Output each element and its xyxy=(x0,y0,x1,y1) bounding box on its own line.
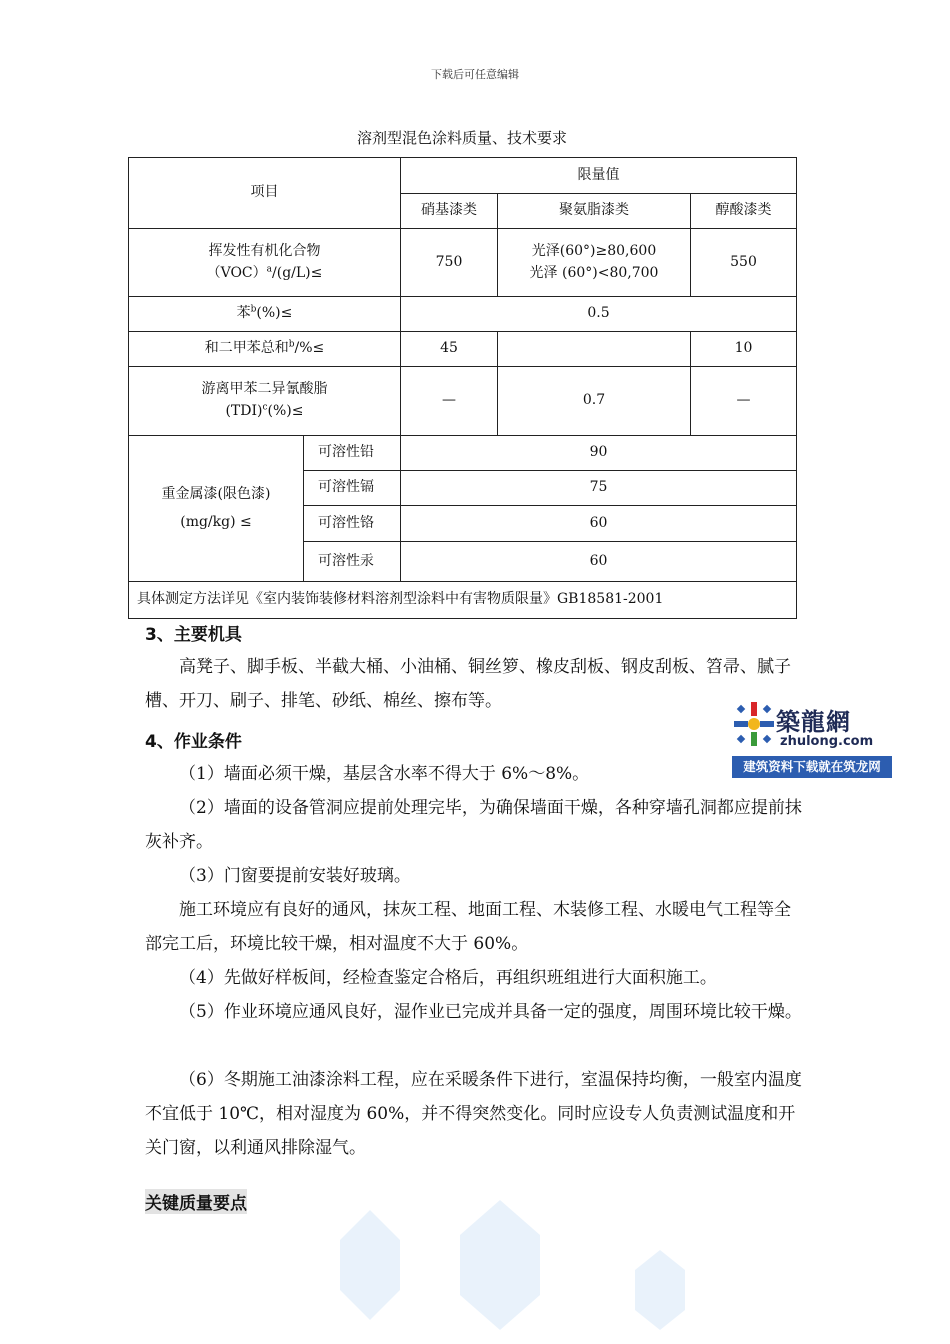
voc-polyurethane-value: 光泽(60°)≥80,600 光泽 (60°)<80,700 xyxy=(498,229,691,297)
benzene-value: 0.5 xyxy=(401,297,797,332)
header-alkyd: 醇酸漆类 xyxy=(691,194,797,229)
condition-environment: 施工环境应有良好的通风，抹灰工程、地面工程、木装修工程、水暖电气工程等全部完工后，环境比较干燥，相对温度不大于 60%。 xyxy=(145,900,791,954)
logo-slogan: 建筑资料下载就在筑龙网 xyxy=(732,756,892,778)
voc-alkyd-value: 550 xyxy=(691,229,797,297)
condition-4: （4）先做好样板间，经检查鉴定合格后，再组织班组进行大面积施工。 xyxy=(179,968,717,988)
xylene-label: 和二甲苯总和$^b$/%≤ xyxy=(129,332,401,367)
condition-1: （1）墙面必须干燥，基层含水率不得大于 6%～8%。 xyxy=(179,764,590,784)
voc-label xyxy=(129,229,401,297)
cadmium-label: 可溶性镉 xyxy=(304,471,401,506)
coating-spec-table xyxy=(128,157,797,619)
snowflake-icon xyxy=(732,700,776,750)
header-limit: 限量值 xyxy=(401,158,797,194)
condition-6: （6）冬期施工油漆涂料工程，应在采暖条件下进行，室温保持均衡，一般室内温度不宜低于 10℃，相对湿度为 60%，并不得突然变化。同时应设专人负责测试温度和开关门窗，以利通风排除湿气。 xyxy=(145,1070,802,1158)
section3-title: 3、主要机具 xyxy=(145,625,242,645)
zhulong-logo xyxy=(732,694,892,780)
snowflake-watermark-icon xyxy=(300,1200,720,1344)
logo-url: zhulong.com xyxy=(780,734,874,749)
mercury-value: 60 xyxy=(401,542,797,582)
section3-text: 高凳子、脚手板、半截大桶、小油桶、铜丝箩、橡皮刮板、钢皮刮板、笤帚、腻子槽、开刀、刷子、排笔、砂纸、棉丝、擦布等。 xyxy=(145,657,791,711)
heavy-metal-label: 重金属漆(限色漆) (mg/kg) ≤ xyxy=(129,436,304,582)
xylene-nitro-value: 45 xyxy=(401,332,498,367)
tdi-nitro-value: — xyxy=(401,367,498,436)
cadmium-value: 75 xyxy=(401,471,797,506)
xylene-polyurethane-value xyxy=(498,332,691,367)
table-note: 具体测定方法详见《室内装饰装修材料溶剂型涂料中有害物质限量》GB18581-2001 xyxy=(129,582,797,619)
tdi-label: 游离甲苯二异氰酸脂 (TDI)$^c$(%)≤ xyxy=(129,367,401,436)
table-title: 溶剂型混色涂料质量、技术要求 xyxy=(356,129,567,147)
voc-label-line1: 挥发性有机化合物 xyxy=(208,242,321,259)
xylene-alkyd-value: 10 xyxy=(691,332,797,367)
chromium-label: 可溶性铬 xyxy=(304,506,401,542)
header-item: 项目 xyxy=(129,158,401,229)
benzene-label: 苯$^b$(%)≤ xyxy=(129,297,401,332)
header-polyurethane: 聚氨脂漆类 xyxy=(498,194,691,229)
tdi-alkyd-value: — xyxy=(691,367,797,436)
voc-nitro-value: 750 xyxy=(401,229,498,297)
header-note: 下载后可任意编辑 xyxy=(431,68,519,81)
lead-value: 90 xyxy=(401,436,797,471)
condition-2: （2）墙面的设备管洞应提前处理完毕，为确保墙面干燥，各种穿墙孔洞都应提前抹灰补齐。 xyxy=(145,798,802,852)
condition-3: （3）门窗要提前安装好玻璃。 xyxy=(179,866,411,886)
tdi-polyurethane-value: 0.7 xyxy=(498,367,691,436)
chromium-value: 60 xyxy=(401,506,797,542)
section4-title: 4、作业条件 xyxy=(145,732,242,752)
key-points-title: 关键质量要点 xyxy=(145,1189,247,1214)
condition-5: （5）作业环境应通风良好，湿作业已完成并具备一定的强度，周围环境比较干燥。 xyxy=(179,1002,802,1022)
mercury-label: 可溶性汞 xyxy=(304,542,401,582)
lead-label: 可溶性铅 xyxy=(304,436,401,471)
logo-name: 築龍網 xyxy=(776,708,851,736)
header-nitro: 硝基漆类 xyxy=(401,194,498,229)
voc-label-line2: （VOC）$^a$/(g/L)≤ xyxy=(206,263,323,281)
